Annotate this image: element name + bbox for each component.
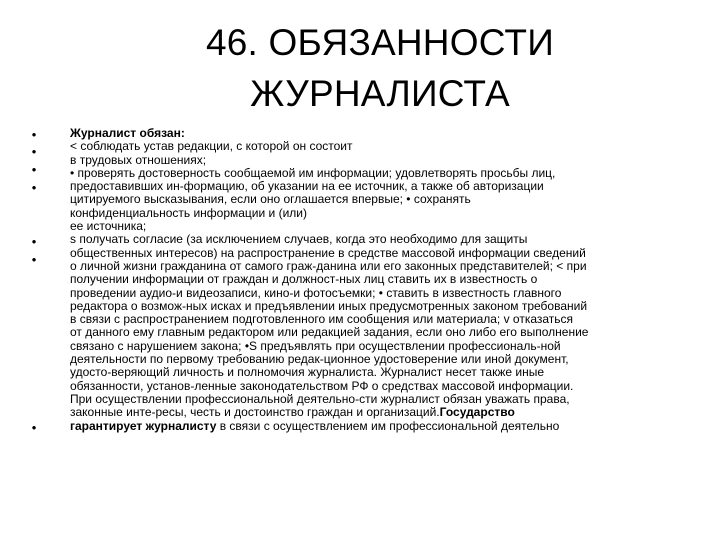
text-run-bold: гарантирует журналисту [70, 418, 217, 433]
text-line: обязанности, установ-ленные законодательством РФ о средствах массовой информации. [70, 378, 574, 393]
text-line: При осуществлении профессиональной деятельно-сти журналист обязан уважать права, [70, 391, 570, 406]
bullet-marker: • [31, 144, 37, 159]
text-line: проведении аудио-и видеозаписи, кино-и фотосъемки; • ставить в известность главного [70, 285, 562, 300]
text-line [70, 406, 702, 419]
bullet-marker: • [31, 162, 37, 177]
text-line: о личной жизни гражданина от самого граж-данина или его законных представителей; < при [70, 258, 587, 273]
text-line: получении информации от граждан и должност-ных лиц ставить их в известность о [70, 272, 538, 287]
text-line: от данного ему главным редактором или редакцией задания, если оно либо его выполнение [70, 325, 589, 340]
text-line: редактора о возмож-ных исках и предъявлении иных предусмотренных законом требований [70, 298, 588, 313]
text-line: связано с нарушением закона; •S предъявлять при осуществлении профессиональ-ной [70, 338, 561, 353]
text-line: конфиденциальность информации и (или) [70, 205, 307, 220]
slide-title-line-2: ЖУРНАЛИСТА [250, 73, 510, 114]
text-line: в трудовых отношениях; [70, 152, 207, 167]
text-line: в связи с распространением подготовленного им сообщения или материала; v отказаться [70, 312, 574, 327]
text-run-bold: Государство [439, 405, 515, 420]
text-line: цитируемого высказывания, если оно оглашается впервые; • сохранять [70, 192, 471, 207]
text-line: < соблюдать устав редакции, с которой он состоит [70, 139, 353, 154]
bullet-marker: • [31, 234, 37, 249]
text-line: Журналист обязан: [70, 126, 185, 140]
text-line: ее источника; [70, 219, 147, 234]
text-line: удосто-веряющий личность и полномочия журналиста. Журналист несет также иные [70, 365, 544, 380]
slide-title-line-1: 46. ОБЯЗАННОСТИ [205, 22, 554, 63]
body-text [70, 127, 702, 433]
bullet-marker: • [31, 127, 37, 142]
text-run: законные инте-ресы, честь и достоинство граждан и организаций. [70, 405, 440, 420]
text-line: деятельности по первому требованию редак-ционное удостоверение или иной документ, [70, 352, 569, 367]
bullet-column [24, 0, 44, 540]
text-line: общественных интересов) на распространение в средстве массовой информации сведений [70, 245, 586, 260]
text-line: s получать согласие (за исключением случаев, когда это необходимо для защиты [70, 232, 528, 247]
text-line: предоставивших ин-формацию, об указании на ее источник, а также об авторизации [70, 179, 544, 194]
bullet-marker: • [31, 252, 37, 267]
text-line: • проверять достоверность сообщаемой им информации; удовлетворять просьбы лиц, [70, 165, 556, 180]
bullet-marker: • [31, 420, 37, 435]
text-run: в связи с осуществлением им профессиональной деятельно [216, 418, 560, 433]
text-line [70, 420, 702, 433]
bullet-marker: • [31, 180, 37, 195]
